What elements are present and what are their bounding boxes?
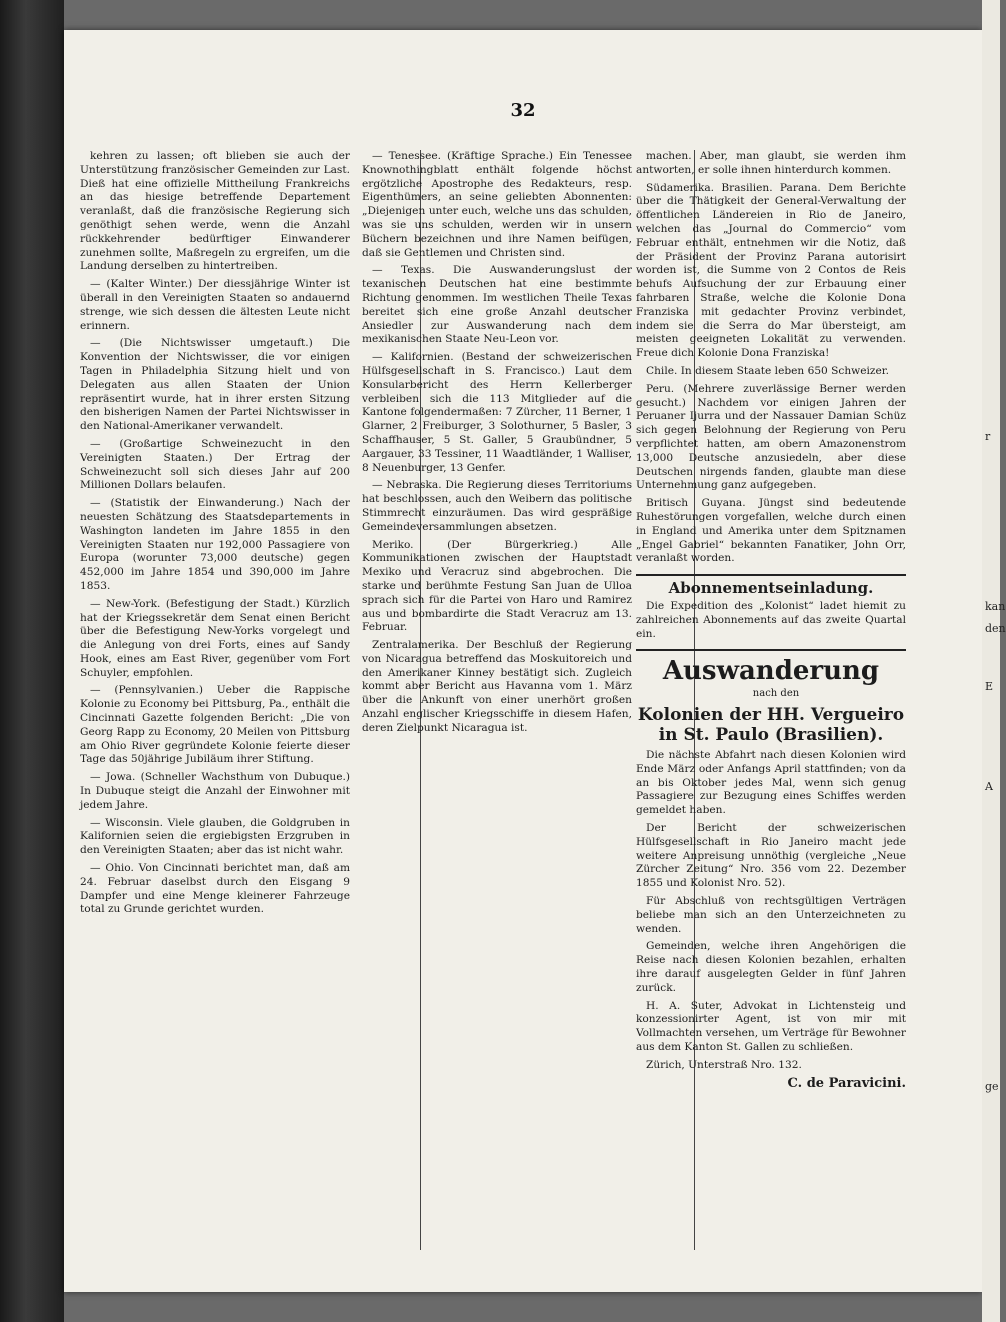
ad-address: Zürich, Unterstraß Nro. 132. bbox=[646, 1058, 802, 1071]
article-paragraph: — Jowa. (Schneller Wachsthum von Dubuque.) In Dubuque steigt die Anzahl der Einwohner mit jedem Jahre. bbox=[80, 771, 350, 811]
neighbor-fragment: r bbox=[985, 430, 991, 443]
subscription-invitation-title: Abonnementseinladung. bbox=[636, 574, 906, 596]
ad-nach: nach den bbox=[752, 688, 800, 700]
neighbor-fragment: E bbox=[985, 680, 994, 693]
book-binding bbox=[0, 0, 64, 1322]
article-paragraph: — Tenessee. (Kräftige Sprache.) Ein Tenessee Knownothingblatt enthält folgende höchst ergötzliche Apostrophe des Redakteurs, resp. Eigenthümers, an seine geliebten Abonnenten: „Diejenigen unter euch, welche uns das schulden, was sie uns schulden, werden wir in unsern Büchern bezeichnen und ihre Namen beifügen, daß sie Gentlemen und Christen sind. bbox=[362, 150, 632, 259]
article-paragraph: Südamerika. Brasilien. Parana. Dem Berichte über die Thätigkeit der General-Verwaltung der öffentlichen Ländereien in Rio de Janeiro, welchen das „Journal do Commercio“ vom Februar enthält, entnehmen wir die Notiz, daß der Präsident der Provinz Parana autorisirt worden ist, die Summe von 2 Contos de Reis behufs Aufsuchung der zur Erbauung einer fahrbaren Straße, welche die Kolonie Dona Franziska mit gedachter Provinz verbindet, indem sie die Serra do Mar übersteigt, am meisten geeigneten Lokalität zu verwenden. Freue dich Kolonie Dona Franziska! bbox=[636, 181, 906, 360]
ad-paragraph: Die nächste Abfahrt nach diesen Kolonien wird Ende März oder Anfangs April stattfinden; von da an bis Oktober jedes Mal, wenn sich genug Passagiere zur Bezugung eines Schiffes werden gemeldet haben. bbox=[636, 749, 906, 817]
article-paragraph: Zentralamerika. Der Beschluß der Regierung von Nicaragua betreffend das Moskuitoreich und den Amerikaner Kinney bestätigt sich. Zugleich kommt aber Bericht aus Havanna vom 1. März über die Ankunft von einer unerhört großen Anzahl englischer Kriegsschiffe in diesem Hafen, deren Zielpunkt Nicaragua ist. bbox=[362, 639, 632, 734]
newspaper-page bbox=[64, 30, 982, 1292]
article-paragraph: — Nebraska. Die Regierung dieses Territoriums hat beschlossen, auch den Weibern das politische Stimmrecht einzuräumen. Das wird gespräßige Gemeindeversammlungen absetzen. bbox=[362, 479, 632, 533]
neighbor-fragment: A bbox=[985, 780, 993, 793]
article-paragraph: — Texas. Die Auswanderungslust der texanischen Deutschen hat eine bestimmte Richtung genommen. Im westlichen Theile Texas bereitet sich eine große Anzahl deutscher Ansiedler zur Auswanderung nach dem mexikanischen Staate Neu-Leon vor. bbox=[362, 264, 632, 346]
article-paragraph: — (Statistik der Einwanderung.) Nach der neuesten Schätzung des Staatsdepartements in Washington landeten im Jahre 1855 in den Vereinigten Staaten nur 192,000 Passagiere von Europa (worunter 73,000 deutsche) gegen 452,000 im Jahre 1854 und 390,000 im Jahre 1853. bbox=[80, 497, 350, 592]
article-paragraph: — (Großartige Schweinezucht in den Vereinigten Staaten.) Der Ertrag der Schweinezucht soll sich dieses Jahr auf 200 Millionen Dollars belaufen. bbox=[80, 437, 350, 492]
subscription-invitation-text: Die Expedition des „Kolonist“ ladet hiemit zu zahlreichen Abonnements auf das zweite Quartal ein. bbox=[636, 599, 906, 640]
article-paragraph: kehren zu lassen; oft blieben sie auch der Unterstützung französischer Gemeinden zur Last. Dieß hat eine offizielle Mittheilung Frankreichs an das hiesige betreffende Departement veranlaßt, daß die französische Regierung sich genöthigt sehen werde, wenn die Anzahl rückkehrender bedürftiger Einwanderer zunehmen sollte, Maßregeln zu ergreifen, um die Landung derselben zu hintertreiben. bbox=[80, 150, 350, 273]
article-paragraph: — Kalifornien. (Bestand der schweizerischen Hülfsgesellschaft in S. Francisco.) Laut dem Konsularbericht des Herrn Kellerberger verbleiben sich die 113 Mitglieder auf die Kantone folgendermaßen: 7 Zürcher, 11 Berner, 1 Glarner, 2 Freiburger, 3 Solothurner, 5 Basler, 3 Schaffhauser, 5 St. Galler, 5 Graubündner, 5 Aargauer, 33 Tessiner, 11 Waadtländer, 1 Walliser, 8 Neuenburger, 13 Genfer. bbox=[362, 351, 632, 474]
article-paragraph: — New-York. (Befestigung der Stadt.) Kürzlich hat der Kriegssekretär dem Senat einen Bericht über die Befestigung New-Yorks vorgelegt und die Anlegung von drei Forts, eines auf Sandy Hook, eines am East River, gegenüber vom Fort Schuyler, empfohlen. bbox=[80, 597, 350, 679]
ad-paragraph: Gemeinden, welche ihren Angehörigen die Reise nach diesen Kolonien bezahlen, erhalten ihre darauf ausgelegten Gelder in fünf Jahren zurück. bbox=[636, 940, 906, 994]
ad-paragraph: H. A. Suter, Advokat in Lichtensteig und konzessionirter Agent, ist von mir mit Vollmachten versehen, um Verträge für Bewohner aus dem Kanton St. Gallen zu schließen. bbox=[636, 999, 906, 1054]
article-paragraph: — (Pennsylvanien.) Ueber die Rappische Kolonie zu Economy bei Pittsburg, Pa., enthält die Cincinnati Gazette folgenden Bericht: „Die von Georg Rapp zu Economy, 20 Meilen von Pittsburg am Ohio River gegründete Kolonie feierte dieser Tage das 50jährige Jubiläum ihrer Stiftung. bbox=[80, 684, 350, 766]
article-paragraph: — (Die Nichtswisser umgetauft.) Die Konvention der Nichtswisser, die vor einigen Tagen in Philadelphia Sitzung hielt und von Delegaten aus allen Staaten der Union repräsentirt wurde, hat in ihrer ersten Sitzung den bisherigen Namen der Partei Nichtswisser in den National-Amerikaner verwandelt. bbox=[80, 337, 350, 433]
page-number: 32 bbox=[510, 100, 536, 121]
ad-title: Auswanderung bbox=[636, 649, 906, 685]
article-paragraph: — Wisconsin. Viele glauben, die Goldgruben in Kalifornien seien die ergiebigsten Erzgruben in den Vereinigten Staaten; aber das ist nicht wahr. bbox=[80, 816, 350, 857]
ad-signature: C. de Paravicini. bbox=[787, 1075, 906, 1091]
article-paragraph: Peru. (Mehrere zuverlässige Berner werden gesucht.) Nachdem vor einigen Jahren der Peruaner Ijurra und der Nassauer Damian Schüz sich gegen Belohnung der Regierung von Peru verpflichtet hatten, am obern Amazonenstrom 13,000 Deutsche anzusiedeln, aber diese Deutschen nirgends fanden, glaubte man diese Unternehmung ganz aufgegeben. bbox=[636, 382, 906, 492]
neighbor-fragment: kan bbox=[985, 600, 1006, 613]
article-paragraph: Chile. In diesem Staate leben 650 Schweizer. bbox=[646, 364, 890, 377]
column-3 bbox=[636, 150, 906, 1250]
ad-subtitle: Kolonien der HH. Vergueiro in St. Paulo (Brasilien). bbox=[637, 705, 905, 746]
neighbor-fragment: den bbox=[985, 622, 1006, 635]
article-paragraph: Britisch Guyana. Jüngst sind bedeutende Ruhestörungen vorgefallen, welche durch einen in England und Amerika unter dem Spitznamen „Engel Gabriel“ bekannten Fanatiker, John Orr, veranlaßt worden. bbox=[636, 497, 906, 565]
ad-paragraph: Der Bericht der schweizerischen Hülfsgesellschaft in Rio Janeiro macht jede weitere Anpreisung unnöthig (vergleiche „Neue Zürcher Zeitung“ Nro. 356 vom 22. Dezember 1855 und Kolonist Nro. 52). bbox=[636, 822, 906, 890]
article-paragraph: — Ohio. Von Cincinnati berichtet man, daß am 24. Februar daselbst durch den Eisgang 9 Dampfer und eine Menge kleinerer Fahrzeuge total zu Grunde gerichtet wurden. bbox=[80, 862, 350, 916]
article-paragraph: machen. Aber, man glaubt, sie werden ihm antworten, er solle ihnen hinterdurch kommen. bbox=[636, 150, 906, 176]
ad-paragraph: Für Abschluß von rechtsgültigen Verträgen beliebe man sich an den Unterzeichneten zu wenden. bbox=[636, 895, 906, 935]
column-1 bbox=[80, 150, 350, 1250]
neighbor-page-edge bbox=[982, 0, 1006, 1322]
neighbor-fragment: ge bbox=[985, 1080, 999, 1093]
article-paragraph: — (Kalter Winter.) Der diessjährige Winter ist überall in den Vereinigten Staaten so andauernd strenge, wie sich dessen die ältesten Leute nicht erinnern. bbox=[80, 278, 350, 332]
column-2 bbox=[362, 150, 632, 1250]
article-paragraph: Meriko. (Der Bürgerkrieg.) Alle Kommunikationen zwischen der Hauptstadt Mexiko und Veracruz sind abgebrochen. Die starke und berühmte Festung San Juan de Ulloa sprach sich für die Partei von Haro und Ramirez aus und bombardirte die Stadt Veracruz am 13. Februar. bbox=[362, 538, 632, 634]
